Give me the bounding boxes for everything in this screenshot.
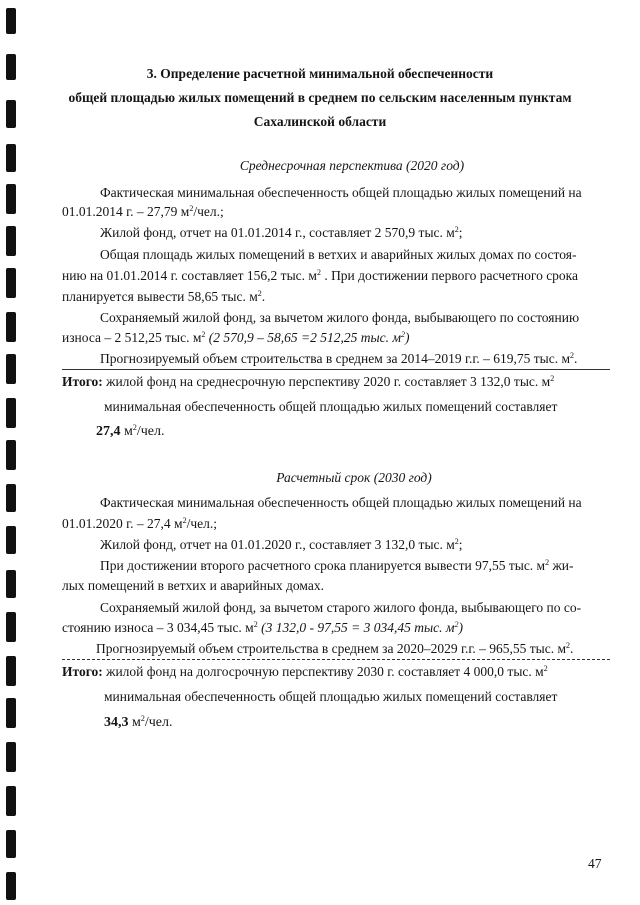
- binding-mark: [6, 440, 16, 470]
- paragraph-line: [62, 620, 463, 636]
- paragraph-line: Сохраняемый жилой фонд, за вычетом старого жилого фонда, выбывающего по со-: [100, 600, 582, 615]
- text: нию на 01.01.2014 г. составляет 156,2 тыс. м: [62, 268, 317, 283]
- binding-mark: [6, 656, 16, 686]
- superscript: 2: [543, 664, 548, 673]
- binding-mark: [6, 786, 16, 816]
- total-value: 34,3: [104, 715, 129, 730]
- text: жи-: [549, 558, 574, 573]
- divider: [62, 369, 610, 370]
- text: ;: [458, 537, 463, 552]
- binding-mark: [6, 226, 16, 256]
- paragraph-line: Общая площадь жилых помещений в ветхих и аварийных жилых домах по состоя-: [100, 247, 577, 262]
- paragraph-line: [100, 537, 463, 553]
- binding-mark: [6, 184, 16, 214]
- text: Жилой фонд, отчет на 01.01.2020 г., составляет 3 132,0 тыс. м: [100, 537, 455, 552]
- text: При достижении второго расчетного срока планируется вывести 97,55 тыс. м: [100, 558, 546, 573]
- text: /чел.;: [193, 204, 224, 219]
- paragraph-line: Фактическая минимальная обеспеченность общей площадью жилых помещений на: [100, 185, 582, 200]
- binding-mark: [6, 268, 16, 298]
- calculation: [209, 330, 410, 345]
- text: стоянию износа – 3 034,45 тыс. м: [62, 620, 254, 635]
- section-heading-line3: Сахалинской области: [253, 114, 387, 129]
- superscript: 2: [545, 558, 550, 567]
- binding-mark: [6, 742, 16, 772]
- total-line: [62, 664, 548, 680]
- paragraph-line: [96, 641, 573, 657]
- text: износа – 2 512,25 тыс. м: [62, 330, 202, 345]
- binding-mark: [6, 526, 16, 554]
- superscript: 2: [189, 204, 194, 213]
- subsection-title-longterm: Расчетный срок (2030 год): [276, 470, 432, 485]
- binding-mark: [6, 698, 16, 728]
- binding-mark: [6, 8, 16, 34]
- binding-mark: [6, 484, 16, 512]
- paragraph-line: [100, 558, 574, 574]
- total-line2: минимальная обеспеченность общей площадью жилых помещений составляет: [104, 399, 558, 414]
- superscript: 2: [316, 268, 321, 277]
- paragraph-line: [62, 204, 224, 220]
- total-value: 27,4: [96, 424, 121, 439]
- page-number: 47: [588, 856, 602, 871]
- binding-mark: [6, 312, 16, 342]
- calculation: [261, 620, 463, 635]
- text: .: [574, 351, 578, 366]
- divider: [62, 659, 610, 660]
- superscript: 2: [132, 423, 137, 432]
- text: 01.01.2020 г. – 27,4 м: [62, 516, 183, 531]
- paragraph-line: [62, 268, 578, 284]
- unit: м: [124, 424, 133, 439]
- unit: /чел.: [136, 424, 165, 439]
- text: Прогнозируемый объем строительства в среднем за 2020–2029 г.г. – 965,55 тыс. м: [96, 641, 567, 656]
- binding-mark: [6, 398, 16, 428]
- binding-mark: [6, 612, 16, 642]
- binding-mark: [6, 570, 16, 598]
- unit: /чел.: [144, 715, 173, 730]
- total-line2: минимальная обеспеченность общей площадью жилых помещений составляет: [104, 689, 558, 704]
- paragraph-line: [62, 330, 410, 346]
- total-line: [62, 374, 554, 390]
- superscript: 2: [401, 330, 406, 339]
- binding-mark: [6, 144, 16, 172]
- text: планируется вывести 58,65 тыс. м: [62, 289, 258, 304]
- superscript: 2: [201, 330, 206, 339]
- subsection-title-midterm: Среднесрочная перспектива (2020 год): [239, 158, 465, 173]
- text: ;: [458, 225, 463, 240]
- superscript: 2: [140, 714, 145, 723]
- binding-mark: [6, 872, 16, 900]
- total-value-line: [96, 424, 165, 440]
- text: . При достижении первого расчетного срока: [320, 268, 579, 283]
- paragraph-line: [62, 289, 265, 305]
- superscript: 2: [566, 641, 571, 650]
- superscript: 2: [454, 537, 459, 546]
- paragraph-line: Фактическая минимальная обеспеченность общей площадью жилых помещений на: [100, 495, 582, 510]
- text: .: [261, 289, 266, 304]
- superscript: 2: [570, 351, 575, 360]
- paragraph-line: лых помещений в ветхих и аварийных домах.: [62, 578, 324, 593]
- paragraph-line: [100, 225, 463, 241]
- total-label: Итого:: [62, 664, 103, 679]
- calc-text: ): [458, 620, 463, 635]
- calc-text: ): [405, 330, 410, 345]
- text: /чел.;: [186, 516, 217, 531]
- calc-text: (2 570,9 – 58,65 =2 512,25 тыс. м: [208, 330, 402, 345]
- binding-mark: [6, 354, 16, 384]
- paragraph-line: [62, 516, 217, 532]
- text: Жилой фонд, отчет на 01.01.2014 г., составляет 2 570,9 тыс. м: [100, 225, 455, 240]
- paragraph-line: [100, 351, 577, 367]
- superscript: 2: [257, 289, 262, 298]
- superscript: 2: [454, 225, 459, 234]
- text: Прогнозируемый объем строительства в среднем за 2014–2019 г.г. – 619,75 тыс. м: [100, 351, 571, 366]
- section-heading-line2: общей площадью жилых помещений в среднем по сельским населенным пунктам: [68, 90, 572, 105]
- superscript: 2: [454, 620, 459, 629]
- superscript: 2: [182, 516, 187, 525]
- calc-text: (3 132,0 - 97,55 = 3 034,45 тыс. м: [261, 620, 455, 635]
- paragraph-line: Сохраняемый жилой фонд, за вычетом жилого фонда, выбывающего по состоянию: [100, 310, 580, 325]
- superscript: 2: [550, 374, 555, 383]
- superscript: 2: [253, 620, 258, 629]
- total-value-line: [104, 715, 173, 731]
- total-label: Итого:: [62, 374, 103, 389]
- section-heading: 3. Определение расчетной минимальной обеспеченности: [146, 66, 494, 81]
- text: 01.01.2014 г. – 27,79 м: [62, 204, 190, 219]
- text: жилой фонд на среднесрочную перспективу 2020 г. составляет 3 132,0 тыс. м: [106, 374, 551, 389]
- binding-mark: [6, 830, 16, 858]
- text: жилой фонд на долгосрочную перспективу 2030 г. составляет 4 000,0 тыс. м: [106, 664, 544, 679]
- unit: м: [128, 715, 141, 730]
- text: .: [570, 641, 574, 656]
